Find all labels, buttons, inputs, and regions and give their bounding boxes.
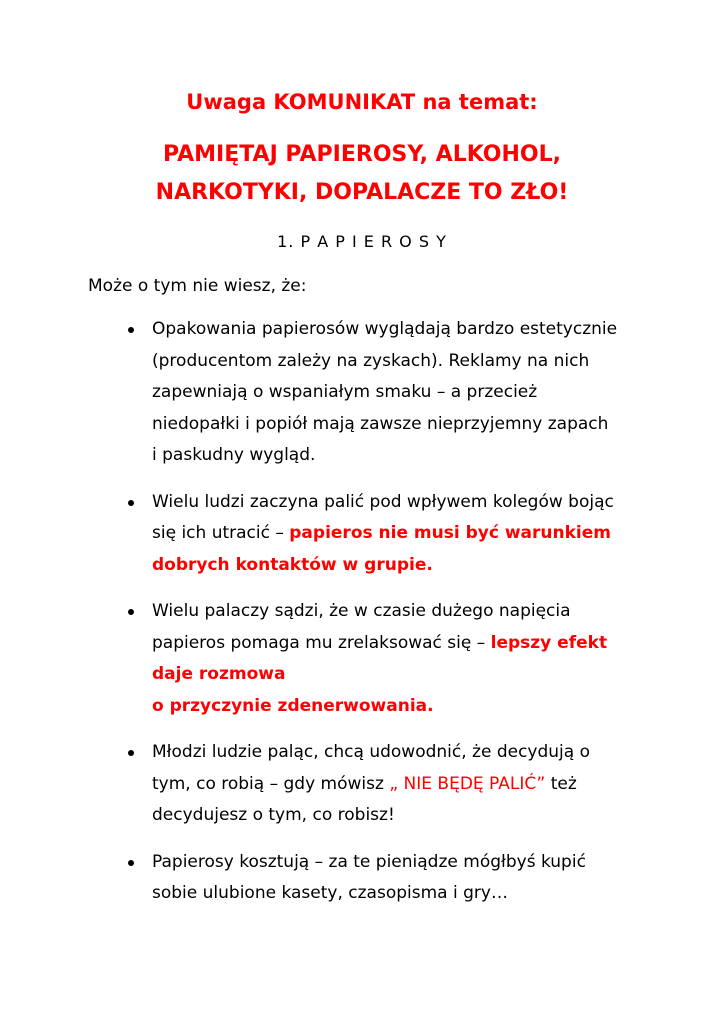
intro-text: Może o tym nie wiesz, że: (88, 276, 307, 296)
text-line-mixed (152, 518, 665, 550)
bullet-list (125, 314, 665, 925)
bullet-icon (128, 750, 134, 756)
bullet-icon (128, 500, 134, 506)
announcement-subtitle-line-2: NARKOTYKI, DOPALACZE TO ZŁO! (155, 180, 569, 205)
text-line-mixed (152, 628, 665, 660)
list-item (125, 596, 665, 722)
list-item (125, 847, 665, 910)
text-line: Opakowania papierosów wyglądają bardzo estetycznie (152, 319, 618, 339)
text-line: i paskudny wygląd. (152, 445, 316, 465)
text-line: Papierosy kosztują – za te pieniądze mógłbyś kupić (152, 851, 586, 872)
list-item (125, 487, 665, 582)
list-item (125, 737, 665, 832)
emphasis-text: lepszy efekt (490, 632, 608, 653)
plain-text: tym, co robią – gdy mówisz (152, 773, 390, 794)
text-line-mixed (152, 769, 665, 801)
text-line: zapewniają o wspaniałym smaku – a przecież (152, 382, 538, 402)
text-line: sobie ulubione kasety, czasopisma i gry… (152, 883, 508, 903)
text-line: Wielu ludzi zaczyna palić pod wpływem kolegów bojąc (152, 491, 614, 512)
bullet-icon (128, 860, 134, 866)
bullet-icon (128, 327, 134, 333)
announcement-subtitle-line-1: PAMIĘTAJ PAPIEROSY, ALKOHOL, (163, 142, 561, 167)
emphasis-text: papieros nie musi być warunkiem (289, 523, 611, 543)
plain-text: się ich utracić – (152, 523, 290, 543)
text-line: Młodzi ludzie paląc, chcą udowodnić, że decydują o (152, 742, 590, 762)
bullet-icon (128, 609, 134, 615)
text-line: (producentom zależy na zyskach). Reklamy na nich (152, 350, 590, 371)
text-line: decydujesz o tym, co robisz! (152, 805, 395, 825)
emphasis-text: o przyczynie zdenerwowania. (152, 695, 434, 716)
quoted-emphasis-text: „ NIE BĘDĘ PALIĆ” (389, 773, 546, 794)
section-heading: 1. P A P I E R O S Y (277, 232, 447, 251)
plain-text: też (545, 773, 577, 794)
emphasis-text: dobrych kontaktów w grupie. (152, 554, 433, 575)
list-item (125, 314, 665, 472)
plain-text: papieros pomaga mu zrelaksować się – (152, 632, 491, 653)
text-line: Wielu palaczy sądzi, że w czasie dużego napięcia (152, 601, 571, 621)
text-line: niedopałki i popiół mają zawsze nieprzyjemny zapach (152, 413, 609, 434)
emphasis-text: daje rozmowa (152, 664, 286, 684)
announcement-title: Uwaga KOMUNIKAT na temat: (186, 90, 538, 114)
